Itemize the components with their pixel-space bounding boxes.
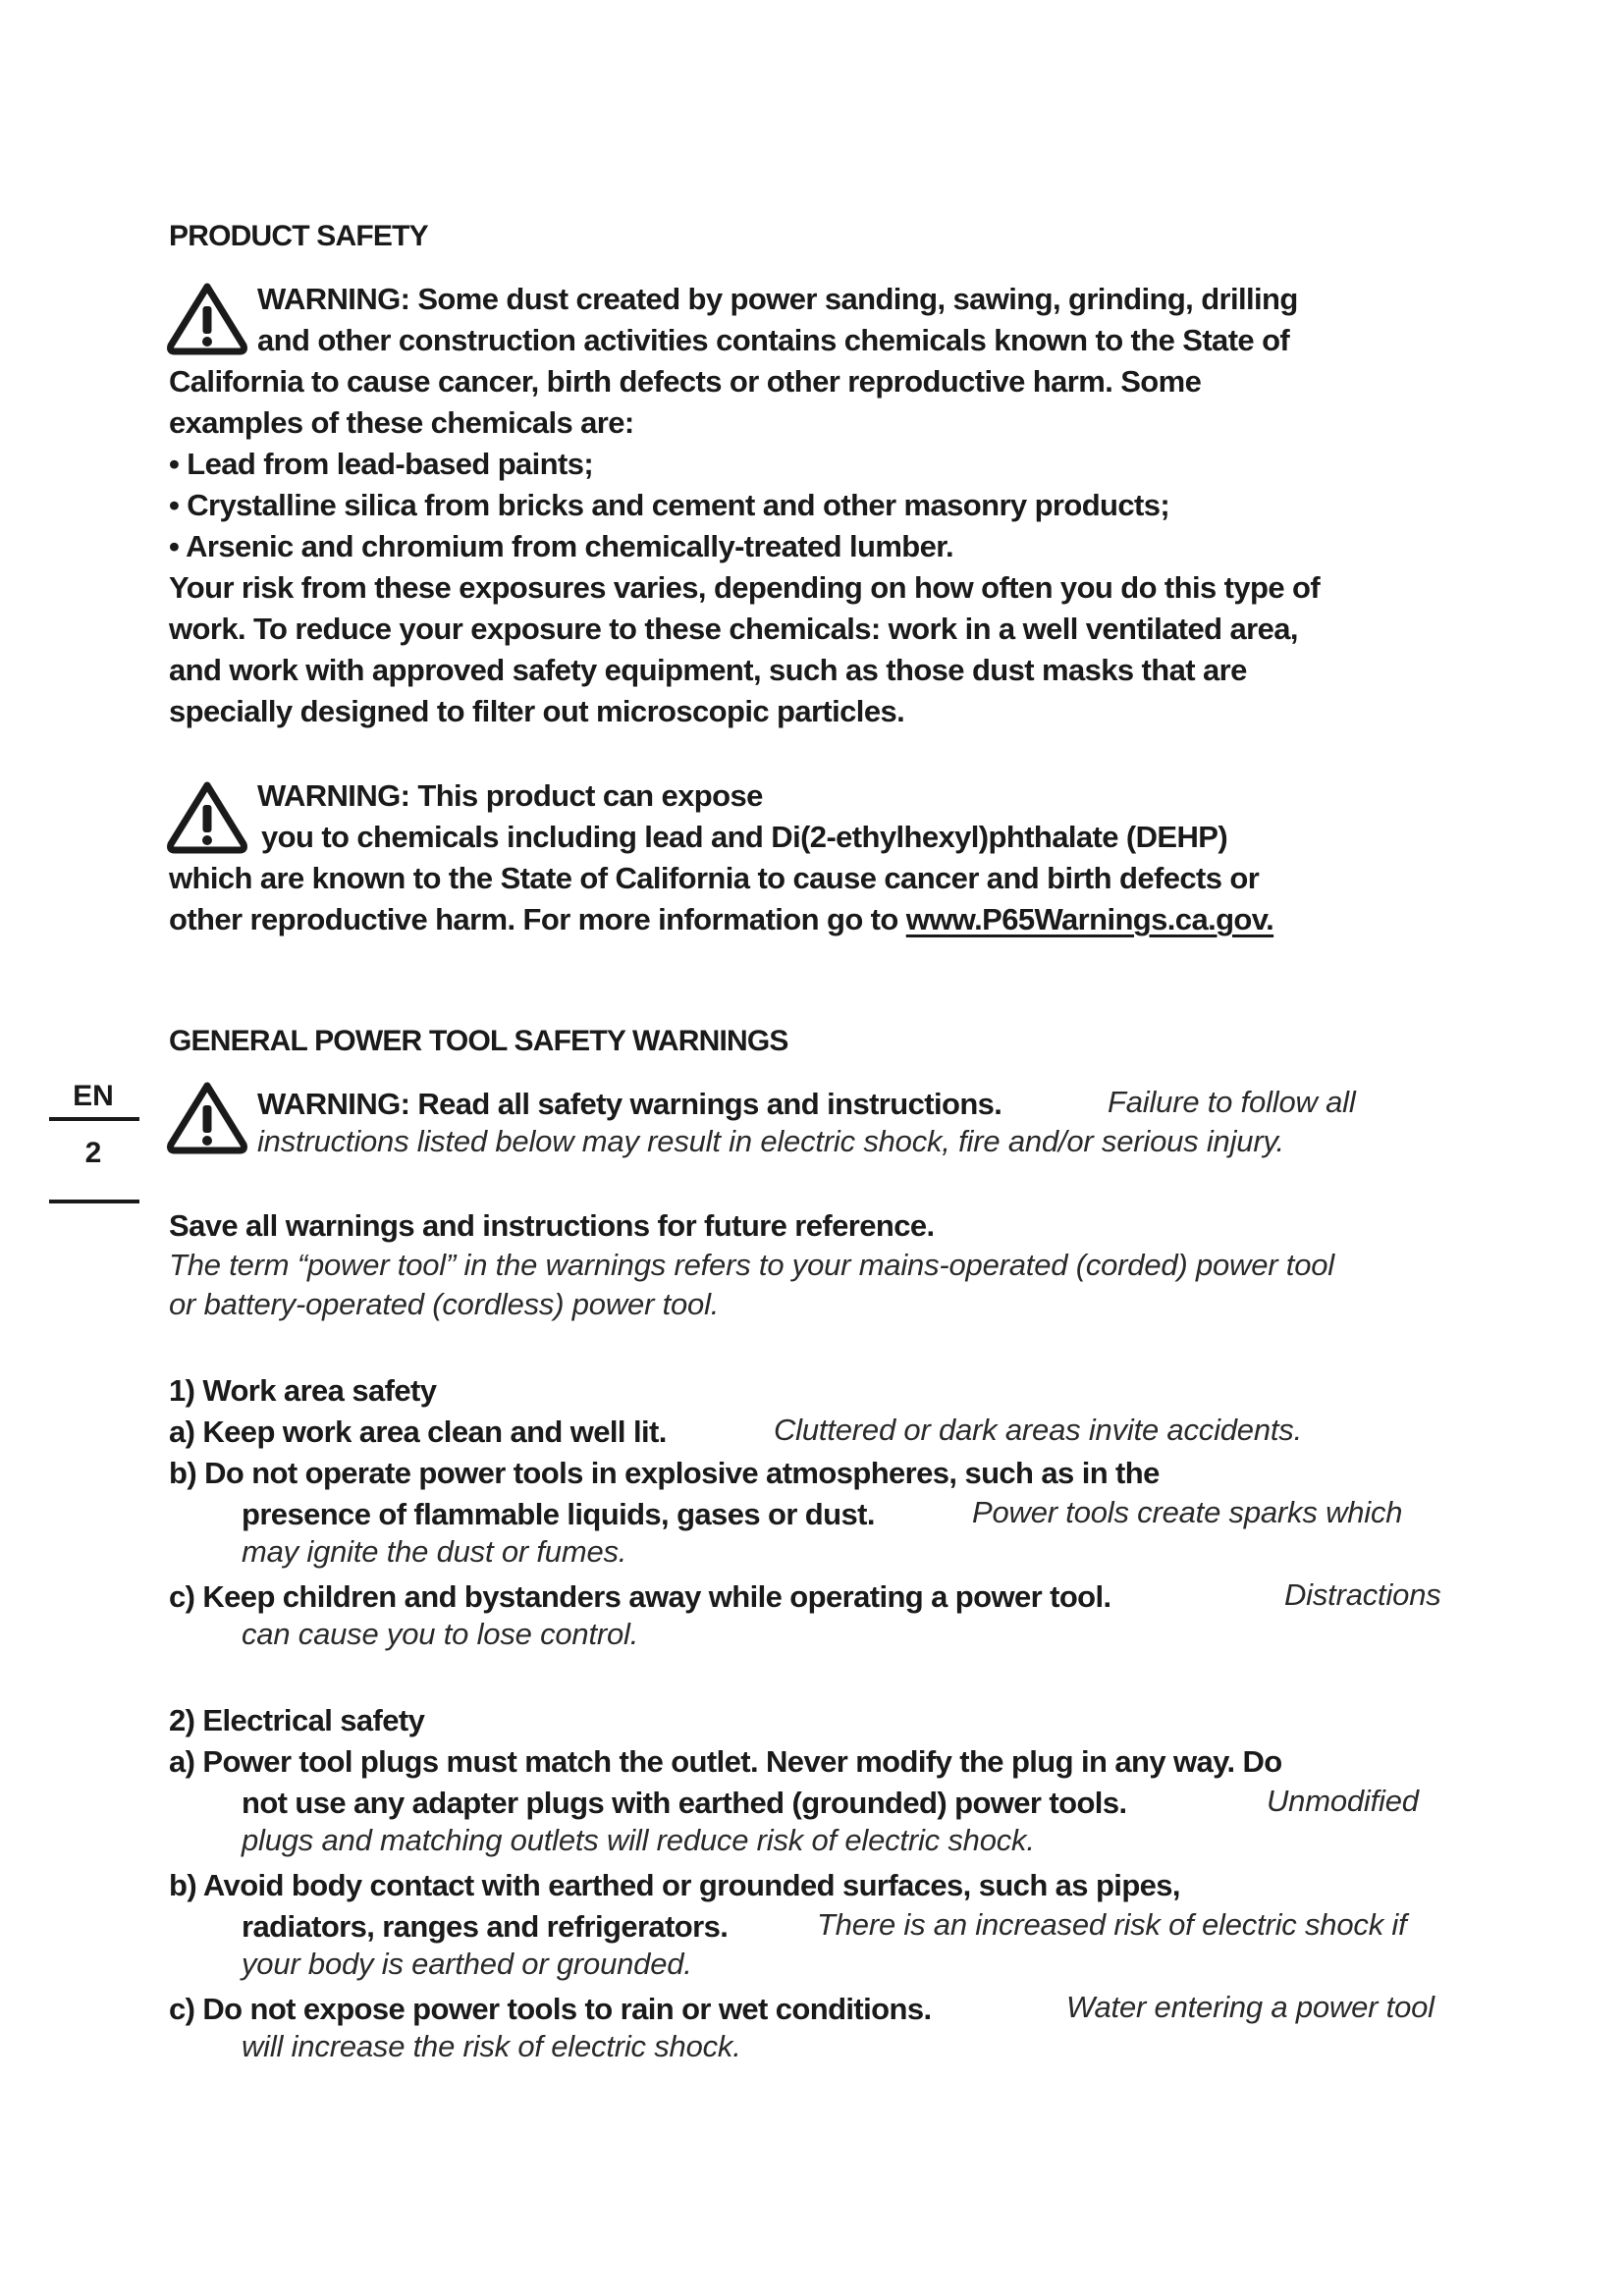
save-instructions-line: Save all warnings and instructions for future reference. — [169, 1208, 935, 1243]
list-item-bold: a) Power tool plugs must match the outlet. Never modify the plug in any way. Do — [169, 1744, 1282, 1779]
list-item-bold: c) Keep children and bystanders away while operating a power tool. — [169, 1579, 1111, 1614]
list-item-italic: Water entering a power tool — [1066, 1990, 1435, 2024]
list-item-italic: plugs and matching outlets will reduce risk of electric shock. — [242, 1823, 1035, 1857]
warning-triangle-icon — [165, 281, 249, 357]
list-item-italic: There is an increased risk of electric shock if — [817, 1907, 1407, 1942]
general-warning-bold: WARNING: Read all safety warnings and instructions. — [257, 1087, 1002, 1121]
section-title-work-area: 1) Work area safety — [169, 1373, 437, 1408]
warning1-line-3: California to cause cancer, birth defects or other reproductive harm. Some — [169, 364, 1202, 399]
list-item-bold: presence of flammable liquids, gases or dust. — [242, 1497, 875, 1531]
list-item-bold: a) Keep work area clean and well lit. — [169, 1415, 667, 1449]
general-warning-italic-1: Failure to follow all — [1108, 1085, 1356, 1119]
warning1-closing-4: specially designed to filter out microscopic particles. — [169, 694, 905, 728]
general-warning-italic-2: instructions listed below may result in electric shock, fire and/or serious injury. — [257, 1124, 1284, 1158]
side-tab-divider-top — [49, 1117, 139, 1121]
bullet-item: • Lead from lead-based paints; — [169, 447, 594, 481]
list-item-bold: not use any adapter plugs with earthed (grounded) power tools. — [242, 1786, 1127, 1820]
section-title-electrical: 2) Electrical safety — [169, 1703, 425, 1737]
page-number: 2 — [84, 1137, 102, 1169]
list-item-italic: Unmodified — [1267, 1784, 1419, 1818]
p65-warnings-link[interactable]: www.P65Warnings.ca.gov. — [905, 902, 1274, 936]
list-item-italic: may ignite the dust or fumes. — [242, 1534, 627, 1569]
warning1-line-1: WARNING: Some dust created by power sanding, sawing, grinding, drilling — [257, 282, 1298, 316]
warning1-closing-1: Your risk from these exposures varies, depending on how often you do this type of — [169, 570, 1321, 605]
list-item-italic: your body is earthed or grounded. — [242, 1947, 692, 1981]
warning2-line-4-text: other reproductive harm. For more information go to — [169, 902, 906, 936]
list-item-bold: b) Do not operate power tools in explosive atmospheres, such as in the — [169, 1456, 1160, 1490]
term-definition-line-2: or battery-operated (cordless) power tool. — [169, 1287, 720, 1321]
general-safety-heading: GENERAL POWER TOOL SAFETY WARNINGS — [169, 1025, 788, 1057]
warning2-line-1: WARNING: This product can expose — [257, 778, 763, 813]
list-item-italic: Cluttered or dark areas invite accidents. — [774, 1413, 1303, 1447]
bullet-item: • Arsenic and chromium from chemically-treated lumber. — [169, 529, 954, 563]
list-item-italic: will increase the risk of electric shock. — [242, 2029, 741, 2063]
list-item-italic: can cause you to lose control. — [242, 1617, 639, 1651]
list-item-bold: radiators, ranges and refrigerators. — [242, 1909, 729, 1944]
warning-triangle-icon — [165, 1080, 249, 1156]
warning1-line-4: examples of these chemicals are: — [169, 405, 634, 440]
warning1-closing-3: and work with approved safety equipment, such as those dust masks that are — [169, 653, 1247, 687]
warning2-line-4 — [169, 899, 1273, 940]
term-definition-line-1: The term “power tool” in the warnings refers to your mains-operated (corded) power tool — [169, 1248, 1334, 1282]
side-tab-divider-bottom — [49, 1200, 139, 1203]
warning2-line-3: which are known to the State of California to cause cancer and birth defects or — [169, 861, 1260, 895]
warning1-closing-2: work. To reduce your exposure to these chemicals: work in a well ventilated area, — [169, 612, 1298, 646]
warning1-line-2: and other construction activities contains chemicals known to the State of — [257, 323, 1290, 357]
list-item-italic: Distractions — [1284, 1577, 1441, 1612]
bullet-item: • Crystalline silica from bricks and cement and other masonry products; — [169, 488, 1170, 522]
list-item-italic: Power tools create sparks which — [972, 1495, 1403, 1529]
list-item-bold: b) Avoid body contact with earthed or grounded surfaces, such as pipes, — [169, 1868, 1180, 1902]
list-item-bold: c) Do not expose power tools to rain or wet conditions. — [169, 1992, 932, 2026]
language-tab: EN — [73, 1080, 114, 1112]
product-safety-heading: PRODUCT SAFETY — [169, 220, 428, 252]
warning2-line-2: you to chemicals including lead and Di(2-ethylhexyl)phthalate (DEHP) — [261, 820, 1228, 854]
warning-triangle-icon — [165, 779, 249, 856]
